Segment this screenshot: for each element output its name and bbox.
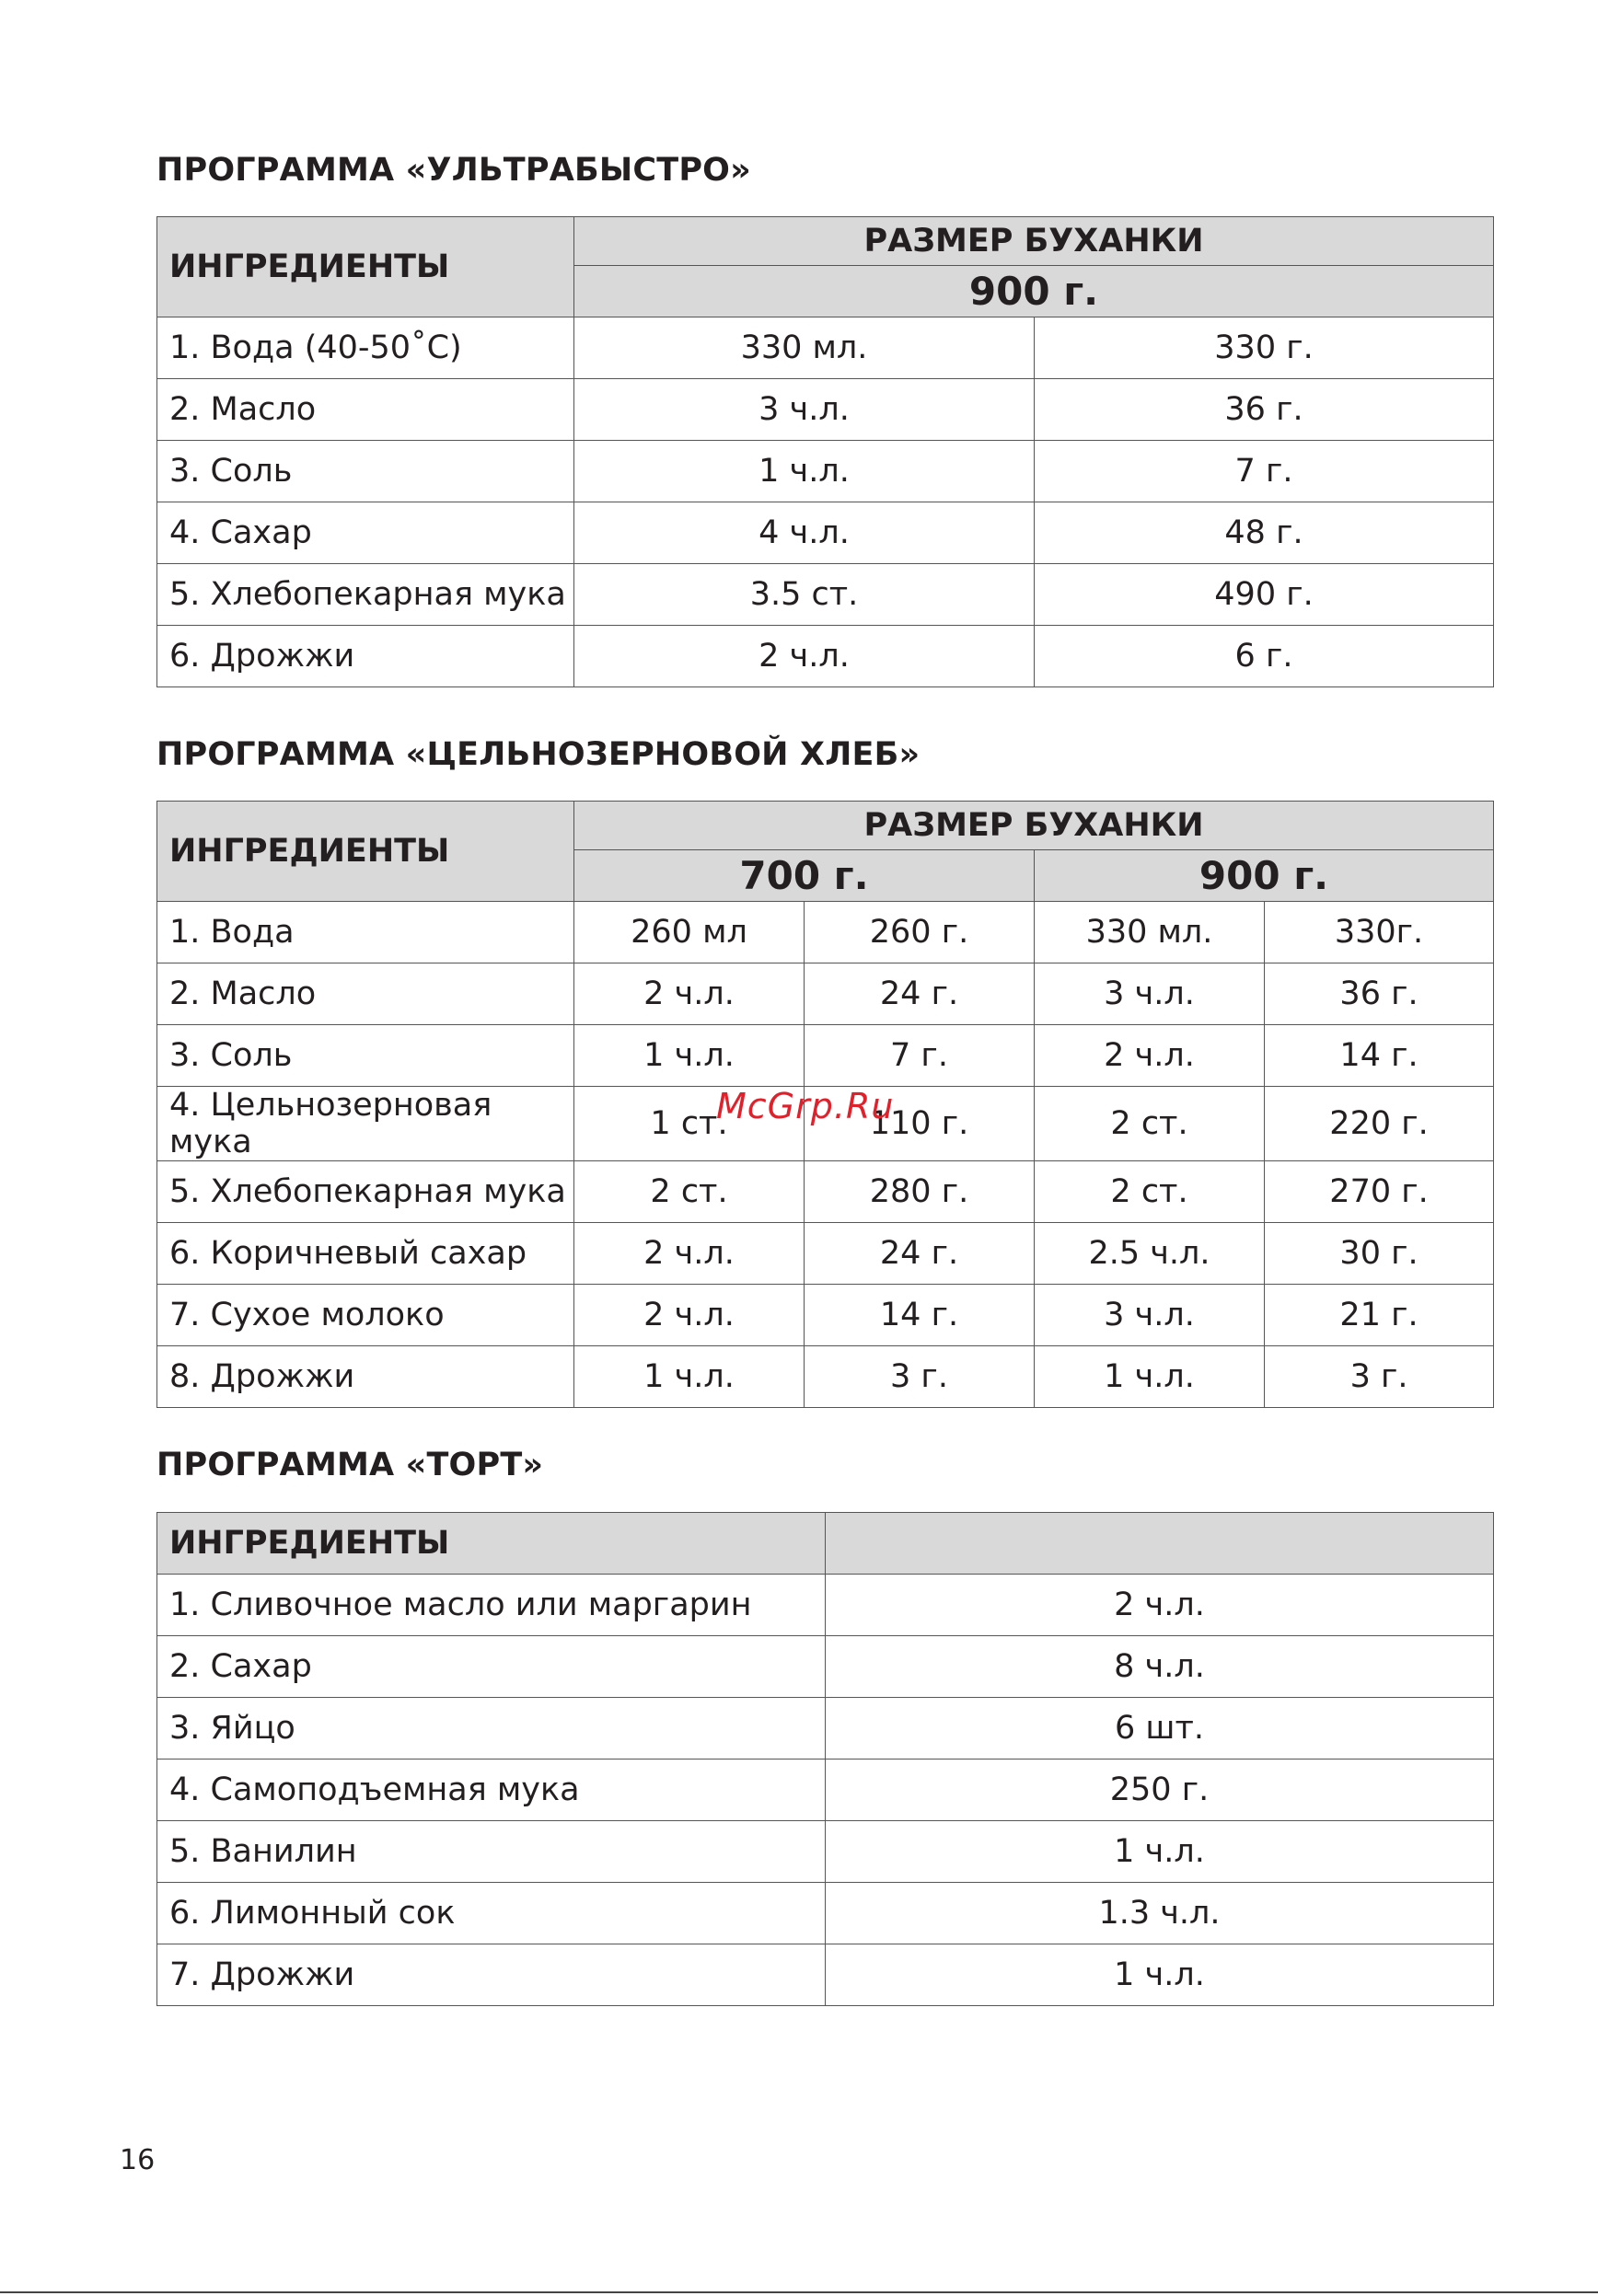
table-row — [157, 1025, 1494, 1087]
amount-700-weight: 14 г. — [805, 1285, 1035, 1346]
table-row — [157, 1575, 1494, 1636]
loaf-size-700: 700 г. — [574, 850, 1035, 902]
ingredient-name: 6. Коричневый сахар — [157, 1223, 574, 1285]
table-row — [157, 1161, 1494, 1223]
ingredient-name: 8. Дрожжи — [157, 1346, 574, 1408]
amount-header — [826, 1513, 1494, 1575]
table-row — [157, 379, 1494, 441]
amount-900-volume: 3 ч.л. — [1035, 963, 1265, 1025]
amount-700-weight: 24 г. — [805, 1223, 1035, 1285]
watermark: McGrp.Ru — [716, 1086, 895, 1126]
amount-900-weight: 36 г. — [1265, 963, 1494, 1025]
amount-900-volume: 2 ч.л. — [1035, 1025, 1265, 1087]
table-row — [157, 1698, 1494, 1759]
loaf-size-900: 900 г. — [1035, 850, 1494, 902]
table-body — [157, 317, 1494, 687]
table-row — [157, 626, 1494, 687]
amount-700-volume: 2 ч.л. — [574, 963, 805, 1025]
amount: 1.3 ч.л. — [826, 1883, 1494, 1944]
amount: 1 ч.л. — [826, 1821, 1494, 1883]
ingredient-name: 1. Вода — [157, 902, 574, 963]
amount-900-weight: 220 г. — [1265, 1087, 1494, 1161]
ingredient-name: 3. Яйцо — [157, 1698, 826, 1759]
amount-700-weight: 24 г. — [805, 963, 1035, 1025]
ingredient-name: 4. Цельнозерновая мука — [157, 1087, 574, 1161]
amount: 6 шт. — [826, 1698, 1494, 1759]
ingredients-header: ИНГРЕДИЕНТЫ — [157, 802, 574, 902]
amount-700-weight: 3 г. — [805, 1346, 1035, 1408]
amount-volume: 2 ч.л. — [574, 626, 1035, 687]
amount-weight: 48 г. — [1035, 502, 1494, 564]
amount-weight: 36 г. — [1035, 379, 1494, 441]
ingredients-header: ИНГРЕДИЕНТЫ — [157, 1513, 826, 1575]
amount-volume: 3.5 ст. — [574, 564, 1035, 626]
amount-700-weight: 280 г. — [805, 1161, 1035, 1223]
amount-700-weight: 7 г. — [805, 1025, 1035, 1087]
amount-weight: 490 г. — [1035, 564, 1494, 626]
table-body — [157, 902, 1494, 1408]
table-row — [157, 441, 1494, 502]
ingredient-name: 2. Сахар — [157, 1636, 826, 1698]
amount-900-volume: 330 мл. — [1035, 902, 1265, 963]
table-row — [157, 1285, 1494, 1346]
amount-900-volume: 2 ст. — [1035, 1161, 1265, 1223]
section-title-ultrafast: ПРОГРАММА «УЛЬТРАБЫСТРО» — [156, 152, 751, 189]
table-row — [157, 902, 1494, 963]
ingredient-name: 7. Дрожжи — [157, 1944, 826, 2006]
amount-900-volume: 3 ч.л. — [1035, 1285, 1265, 1346]
table-row — [157, 963, 1494, 1025]
amount-700-weight: 110 г. — [805, 1087, 1035, 1161]
ingredient-name: 7. Сухое молоко — [157, 1285, 574, 1346]
ingredients-header: ИНГРЕДИЕНТЫ — [157, 217, 574, 317]
amount-900-volume: 1 ч.л. — [1035, 1346, 1265, 1408]
bottom-rule — [0, 2291, 1598, 2293]
ingredient-name: 3. Соль — [157, 1025, 574, 1087]
amount-700-volume: 260 мл — [574, 902, 805, 963]
ingredient-name: 1. Вода (40-50˚С) — [157, 317, 574, 379]
amount-900-weight: 14 г. — [1265, 1025, 1494, 1087]
amount-900-weight: 330г. — [1265, 902, 1494, 963]
ingredient-name: 6. Дрожжи — [157, 626, 574, 687]
loaf-size-header: РАЗМЕР БУХАНКИ — [574, 217, 1494, 266]
amount-700-volume: 1 ст. — [574, 1087, 805, 1161]
amount-700-volume: 1 ч.л. — [574, 1025, 805, 1087]
amount: 250 г. — [826, 1759, 1494, 1821]
amount-900-weight: 21 г. — [1265, 1285, 1494, 1346]
amount-volume: 330 мл. — [574, 317, 1035, 379]
section-title-wholegrain: ПРОГРАММА «ЦЕЛЬНОЗЕРНОВОЙ ХЛЕБ» — [156, 736, 921, 773]
table-row — [157, 564, 1494, 626]
amount-900-volume: 2 ст. — [1035, 1087, 1265, 1161]
amount-900-volume: 2.5 ч.л. — [1035, 1223, 1265, 1285]
ingredient-name: 6. Лимонный сок — [157, 1883, 826, 1944]
ingredient-name: 2. Масло — [157, 963, 574, 1025]
table-row — [157, 502, 1494, 564]
ingredient-name: 1. Сливочное масло или маргарин — [157, 1575, 826, 1636]
ingredient-name: 4. Сахар — [157, 502, 574, 564]
table-body — [157, 1575, 1494, 2006]
amount-700-volume: 2 ч.л. — [574, 1285, 805, 1346]
table-row — [157, 1759, 1494, 1821]
amount-weight: 7 г. — [1035, 441, 1494, 502]
loaf-size-900: 900 г. — [574, 266, 1494, 317]
amount-volume: 1 ч.л. — [574, 441, 1035, 502]
amount-900-weight: 3 г. — [1265, 1346, 1494, 1408]
table-row — [157, 317, 1494, 379]
amount-900-weight: 30 г. — [1265, 1223, 1494, 1285]
amount: 1 ч.л. — [826, 1944, 1494, 2006]
amount: 2 ч.л. — [826, 1575, 1494, 1636]
table-row — [157, 1346, 1494, 1408]
page-number: 16 — [120, 2144, 156, 2176]
ingredient-name: 5. Хлебопекарная мука — [157, 564, 574, 626]
amount: 8 ч.л. — [826, 1636, 1494, 1698]
amount-900-weight: 270 г. — [1265, 1161, 1494, 1223]
loaf-size-header: РАЗМЕР БУХАНКИ — [574, 802, 1494, 850]
ingredient-name: 5. Ванилин — [157, 1821, 826, 1883]
amount-volume: 3 ч.л. — [574, 379, 1035, 441]
ingredient-name: 2. Масло — [157, 379, 574, 441]
amount-700-volume: 1 ч.л. — [574, 1346, 805, 1408]
table-row — [157, 1821, 1494, 1883]
ultrafast-table — [156, 216, 1494, 687]
table-row — [157, 1223, 1494, 1285]
table-row — [157, 1944, 1494, 2006]
ingredient-name: 3. Соль — [157, 441, 574, 502]
ingredient-name: 5. Хлебопекарная мука — [157, 1161, 574, 1223]
amount-700-volume: 2 ч.л. — [574, 1223, 805, 1285]
amount-volume: 4 ч.л. — [574, 502, 1035, 564]
section-title-cake: ПРОГРАММА «ТОРТ» — [156, 1447, 544, 1483]
ingredient-name: 4. Самоподъемная мука — [157, 1759, 826, 1821]
amount-700-volume: 2 ст. — [574, 1161, 805, 1223]
table-row — [157, 1883, 1494, 1944]
amount-weight: 330 г. — [1035, 317, 1494, 379]
cake-table — [156, 1512, 1494, 2006]
amount-700-weight: 260 г. — [805, 902, 1035, 963]
amount-weight: 6 г. — [1035, 626, 1494, 687]
table-row — [157, 1636, 1494, 1698]
